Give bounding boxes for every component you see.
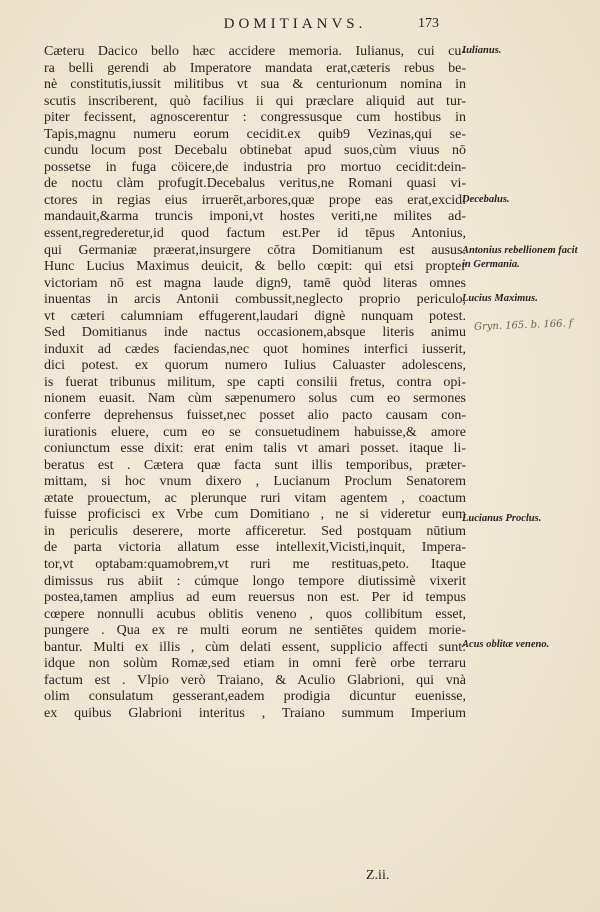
text-line: de noctu clàm profugit.Decebalus veritus,ne Romani quasi vi-: [44, 176, 466, 192]
text-line: victoriam nō est magna laude dign9, tamē quòd literas omnes: [44, 275, 466, 291]
text-line: Tapis,magnu numeru eorum cecidit.ex quib9 Vezinas,qui se-: [44, 126, 466, 142]
text-line: essent,regrederetur,id quod factum est.Per id tēpus Antonius,: [44, 226, 466, 242]
handwritten-annotation: Gryn. 165. b. 166. f: [473, 318, 573, 333]
text-line: nionem euasit. Nam cùm sæpenumero solus cum eo sermones: [44, 391, 466, 407]
text-line: is fuerat tribunus militum, spe capti consilii fretus, contra opi-: [44, 374, 466, 390]
text-line: olim consulatum gesserant,eadem prodigia dicuntur euenisse,: [44, 689, 466, 705]
text-line: cundu locum post Decebalu obtinebat apud suos,cùm viuus nō: [44, 143, 466, 159]
text-line: Sed Domitianus inde nactus occasionem,absque literis animu: [44, 325, 466, 341]
text-line: Hunc Lucius Maximus deuicit, & bello cœpit: qui etsi propter: [44, 259, 466, 275]
margin-note-decebalus: Decebalus.: [462, 194, 510, 205]
text-line: iurationis eluere, cum eo se consuetudinem habuisse,& amore: [44, 424, 466, 440]
text-line: ctores in regias eius irruerēt,arbores,quæ prope eas erat,excidi: [44, 192, 466, 208]
text-line: mittam, si hoc vnum dixero , Lucianum Proclum Senatorem: [44, 474, 466, 490]
text-line: vt cæteri calumniam effugerent,laudari dignè nunquam potest.: [44, 308, 466, 324]
text-line: ra belli gerendi ab Imperatore mandata erat,cæteris rebus be-: [44, 60, 466, 76]
margin-note-iulianus: Iulianus.: [462, 45, 502, 56]
page-number: 173: [418, 16, 439, 31]
text-line: conferre deprehensus fuisset,nec posset alio pacto causam con-: [44, 408, 466, 424]
text-line: factum est . Vlpio verò Traiano, & Aculio Glabrioni, qui vnà: [44, 672, 466, 688]
margin-note-lucianus-proclus: Lucianus Proclus.: [462, 513, 542, 524]
text-line: fuisse proficisci ex Vrbe cum Domitiano , ne si videretur eum: [44, 507, 466, 523]
main-text-block: [44, 44, 466, 722]
text-line: idque non solùm Romæ,sed etiam in omni ferè orbe terraru: [44, 656, 466, 672]
text-line: mandauit,&arma truncis imponi,vt hostes veriti,ne milites ad-: [44, 209, 466, 225]
text-line: cœpere nonnulli acubus oblitis veneno , quos collibitum esset,: [44, 606, 466, 622]
text-line: ex quibus Glabrioni interitus , Traiano summum Imperium: [44, 705, 466, 721]
text-line: possetse in fuga cöicere,de industria pro mortuo cecidit:dein-: [44, 159, 466, 175]
text-line: postea,tamen amplius ad eum reuersus non est. Per id tempus: [44, 590, 466, 606]
text-line: inuentas in arcis Antonii combussit,neglecto proprio periculo,: [44, 292, 466, 308]
text-line: scutis inscriberent, quò facilius ii qui præclare aliquid aut tur-: [44, 93, 466, 109]
text-line: tor,vt optabam:quamobrem,vt ruri me restituas,peto. Itaque: [44, 556, 466, 572]
text-line: Cæteru Dacico bello hæc accidere memoria. Iulianus, cui cu-: [44, 44, 466, 59]
margin-note-acus-veneno: Acus oblitæ veneno.: [462, 639, 550, 650]
margin-note-antonius: Antonius rebellionem facit in Germania.: [462, 245, 578, 270]
text-line: piter fecissent, agnoscerentur : congressusque cum hostibus in: [44, 110, 466, 126]
text-line: de parta victoria allatum esse intellexit,Vicisti,inquit, Impera-: [44, 540, 466, 556]
text-line: pungere . Qua ex re multi eorum ne sentiētes quidem morie-: [44, 623, 466, 639]
catchword: Z.ii.: [366, 868, 390, 883]
text-line: beratus est . Cætera quæ facta sunt illis temporibus, præter-: [44, 457, 466, 473]
margin-note-lucius-maximus: Lucius Maximus.: [462, 293, 538, 304]
text-line: qui Germaniæ præerat,insurgere cōtra Domitianum est ausus.: [44, 242, 466, 258]
text-line: bantur. Multi ex illis , cùm delati essent, supplicio affecti sunt:: [44, 639, 466, 655]
text-line: induxit ad cædes faciendas,nec quot homines interfici iusserit,: [44, 341, 466, 357]
text-line: ætate prouectum, ac plerunque ruri vitam agentem , coactum: [44, 490, 466, 506]
text-line: dimissus rus abiit : cúmque longo tempore diutissimè vixerit: [44, 573, 466, 589]
text-line: dici potest. ex quorum numero Iulius Caluaster adolescens,: [44, 358, 466, 374]
running-head: DOMITIANVS.: [223, 16, 367, 32]
text-line: nè constitutis,iussit militibus vt sua & centurionum nomina in: [44, 77, 466, 93]
text-line: in periculis deserere, morte afficeretur. Sed postquam nūtium: [44, 523, 466, 539]
text-line: coniunctum esse dixit: erat enim talis vt amari posset. itaque li-: [44, 441, 466, 457]
